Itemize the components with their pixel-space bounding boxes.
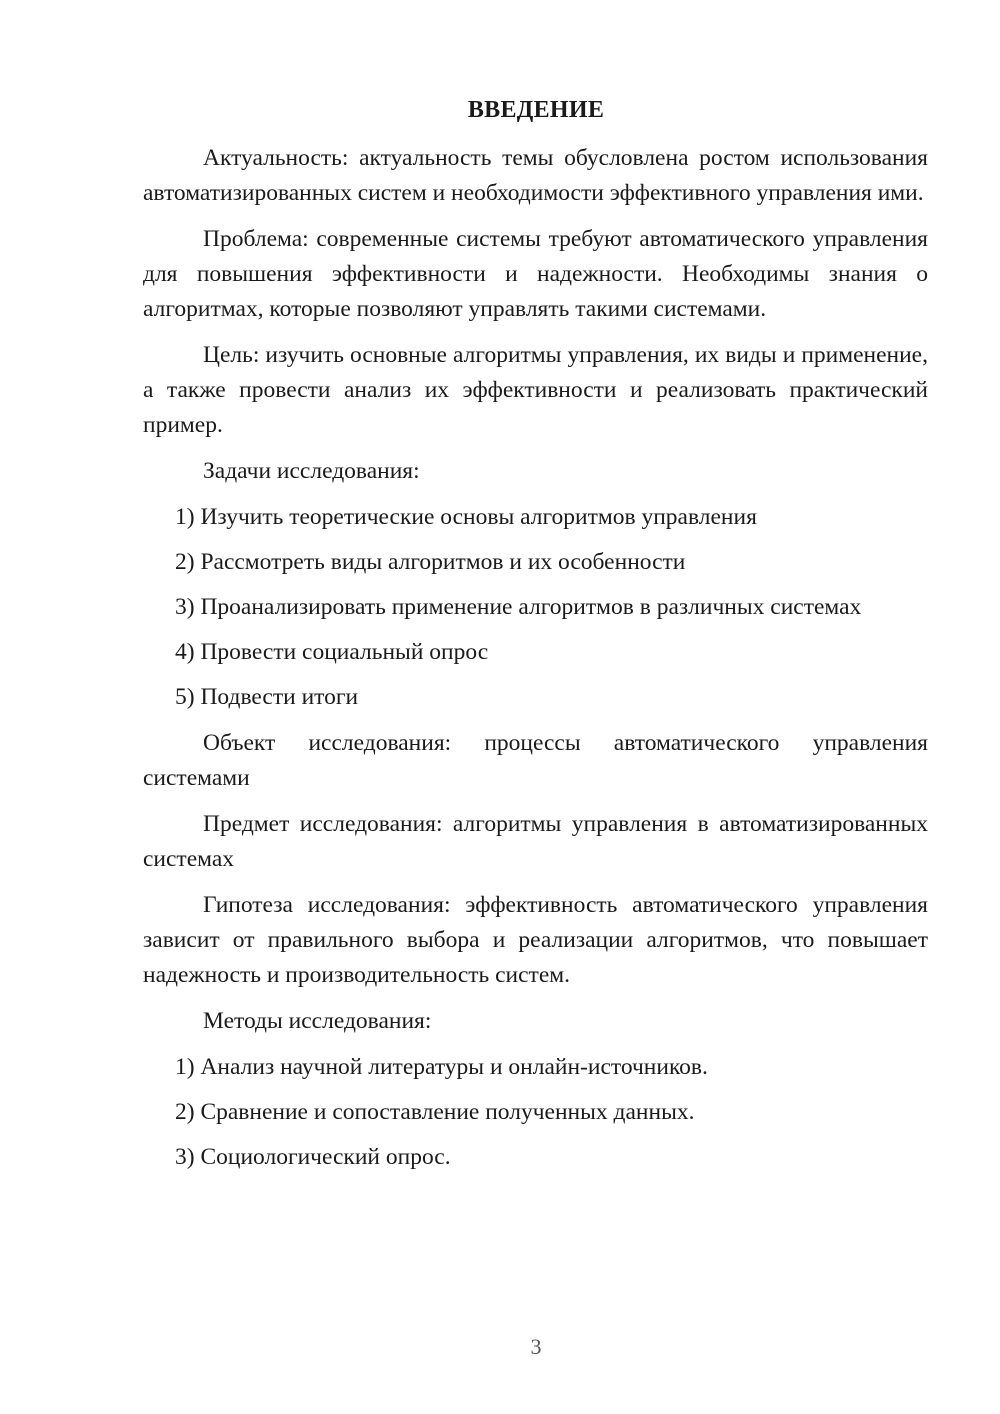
paragraph-subject: Предмет исследования: алгоритмы управления в автоматизированных системах <box>143 811 928 872</box>
task-item: 4) Провести социальный опрос <box>175 639 489 665</box>
page-content <box>143 141 928 1185</box>
paragraph-object: Объект исследования: процессы автоматического управления системами <box>143 730 928 791</box>
paragraph-problem: Проблема: современные системы требуют автоматического управления для повышения эффективности и надежности. Необходимы знания о алгоритмах, которые позволяют управлять такими системами. <box>143 226 928 322</box>
paragraph-tasks-heading: Задачи исследования: <box>203 458 420 484</box>
method-item: 1) Анализ научной литературы и онлайн-источников. <box>175 1054 708 1080</box>
method-item: 3) Социологический опрос. <box>175 1144 451 1170</box>
task-item: 3) Проанализировать применение алгоритмов в различных системах <box>175 594 862 620</box>
page-title: ВВЕДЕНИЕ <box>467 97 605 123</box>
task-item: 2) Рассмотреть виды алгоритмов и их особенности <box>175 549 686 575</box>
paragraph-relevance: Актуальность: актуальность темы обусловлена ростом использования автоматизированных систем и необходимости эффективного управления ими. <box>143 145 928 206</box>
paragraph-methods-heading: Методы исследования: <box>203 1008 432 1034</box>
paragraph-goal: Цель: изучить основные алгоритмы управления, их виды и применение, а также провести анализ их эффективности и реализовать практический пример. <box>143 342 928 438</box>
task-item: 1) Изучить теоретические основы алгоритмов управления <box>175 504 757 530</box>
paragraph-hypothesis: Гипотеза исследования: эффективность автоматического управления зависит от правильного выбора и реализации алгоритмов, что повышает надежность и производительность систем. <box>143 892 928 988</box>
method-item: 2) Сравнение и сопоставление полученных данных. <box>175 1099 695 1125</box>
page-number: 3 <box>530 1334 542 1359</box>
task-item: 5) Подвести итоги <box>175 684 359 710</box>
